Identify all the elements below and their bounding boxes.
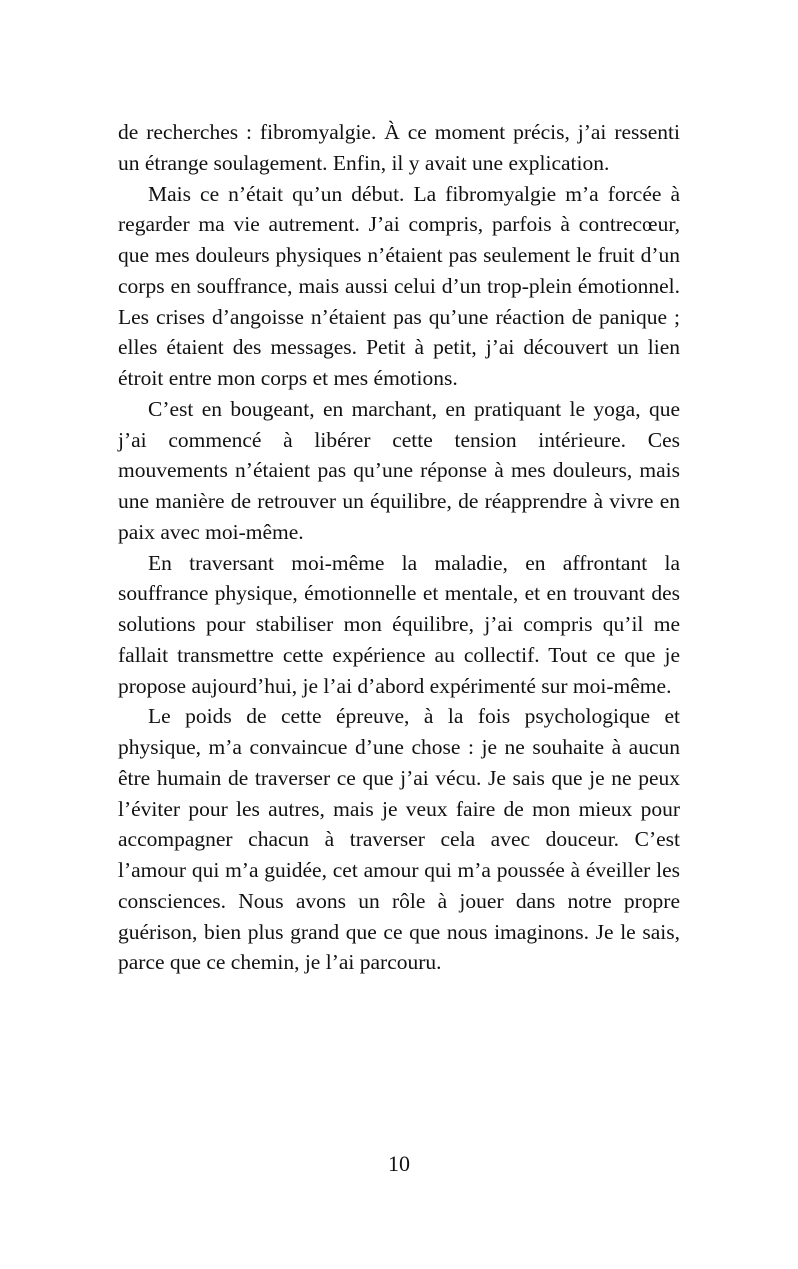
paragraph-5: Le poids de cette épreuve, à la fois psychologique et physique, m’a convaincue d’une chose : je ne souhaite à aucun être humain de traverser ce que j’ai vécu. Je sais que je ne peux l’éviter pour les autres, mais je veux faire de mon mieux pour accompagner chacun à traverser cela avec douceur. C’est l’amour qui m’a guidée, cet amour qui m’a poussée à éveiller les consciences. Nous avons un rôle à jouer dans notre propre guérison, bien plus grand que ce que nous imaginons. Je le sais, parce que ce chemin, je l’ai parcouru. <box>118 704 680 975</box>
paragraph-3: C’est en bougeant, en marchant, en pratiquant le yoga, que j’ai commencé à libérer cette tension intérieure. Ces mouvements n’étaient pas qu’une réponse à mes douleurs, mais une manière de retrouver un équilibre, de réapprendre à vivre en paix avec moi-même. <box>118 396 680 544</box>
paragraph-2: Mais ce n’était qu’un début. La fibromyalgie m’a forcée à regarder ma vie autrement. J’ai compris, parfois à contrecœur, que mes douleurs physiques n’étaient pas seulement le fruit d’un corps en souffrance, mais aussi celui d’un trop-plein émotionnel. Les crises d’angoisse n’étaient pas qu’une réaction de panique ; elles étaient des messages. Petit à petit, j’ai découvert un lien étroit entre mon corps et mes émotions. <box>118 181 680 390</box>
paragraph-1: de recherches : fibromyalgie. À ce moment précis, j’ai ressenti un étrange soulagement. Enfin, il y avait une explication. <box>118 120 680 175</box>
page-number: 10 <box>388 1151 410 1176</box>
page-body <box>118 117 680 978</box>
paragraph-4: En traversant moi-même la maladie, en affrontant la souffrance physique, émotionnelle et mentale, et en trouvant des solutions pour stabiliser mon équilibre, j’ai compris qu’il me fallait transmettre cette expérience au collectif. Tout ce que je propose aujourd’hui, je l’ai d’abord expérimenté sur moi-même. <box>118 550 680 698</box>
